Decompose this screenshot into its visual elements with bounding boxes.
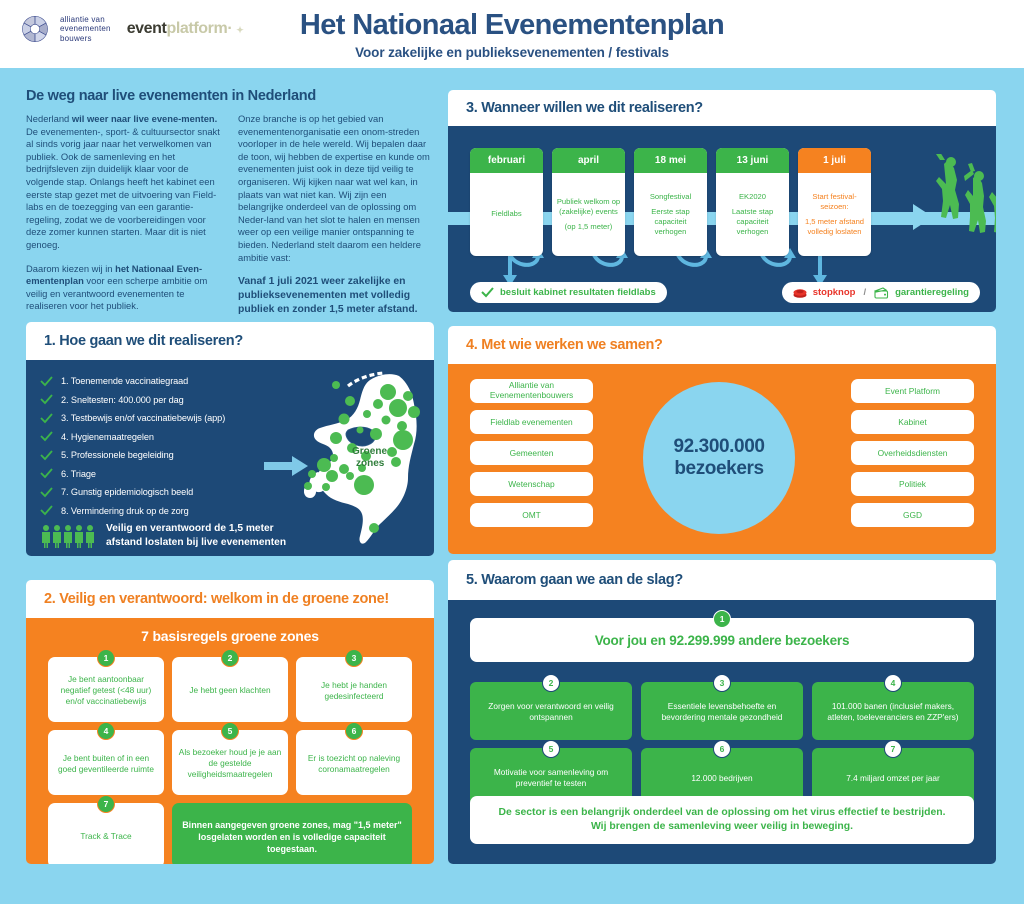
partner-pill[interactable]: Overheidsdiensten (851, 441, 974, 465)
reason-card[interactable] (470, 677, 632, 740)
rule-card[interactable] (172, 725, 288, 795)
measure-label: 5. Professionele begeleiding (61, 450, 174, 461)
measure-label: 3. Testbewijs en/of vaccinatiebewijs (app) (61, 413, 226, 424)
check-icon (40, 430, 53, 443)
intro-p2-bold: het Nationaal Even-ementenplan (26, 262, 203, 287)
intro-paragraph-3: Onze branche is op het gebied van evenementenorganisatie een onom-streden voorloper in de hele wereld. Wij bepalen daar de toon, wij hebben de expertise en kunde om evenementen juist ook in deze tijd veilig te organiseren. Wij kijken naar wat wel kan, in plaats van wat niet kan. Wij zijn een belangrijke onderdeel van de oplossing om Neder-land van het slot te halen en mensen weer op een veilige manier ontspanning te bieden. Nederland stelt daarom een heldere ambitie vast: (238, 113, 430, 263)
partner-pill[interactable]: Wetenschap (470, 472, 593, 496)
group-of-people-icon (40, 524, 96, 548)
banner-number: 1 (713, 610, 731, 628)
section-3-title: 3. Wanneer willen we dit realiseren? (448, 90, 996, 126)
intro-column-left (26, 113, 222, 328)
timeline-card-line: Fieldlabs (491, 209, 522, 219)
reason-number: 5 (542, 740, 560, 758)
timeline-card[interactable] (634, 148, 707, 256)
reason-text: 12.000 bedrijven (691, 772, 753, 783)
rule-text: Track & Trace (80, 831, 132, 841)
rule-card[interactable] (48, 798, 164, 864)
closing-statement (470, 796, 974, 844)
rule-text: Er is toezicht op naleving coronamaatregelen (307, 752, 401, 774)
section-2-title: 2. Veilig en verantwoord: welkom in de groene zone! (26, 580, 434, 618)
timeline-card-body (634, 173, 707, 256)
timeline-forward-arrow-icon (873, 204, 933, 230)
badge-garantieregeling-label: garantieregeling (895, 287, 969, 298)
reason-number: 3 (713, 674, 731, 692)
timeline-card[interactable] (552, 148, 625, 256)
page-subtitle: Voor zakelijke en publieksevenementen / festivals (355, 45, 669, 60)
intro-p2-rest: voor een scherpe ambitie om veilig en verantwoord evenementen te realiseren voor het publiek. (26, 275, 208, 312)
timeline-card-month: februari (470, 148, 543, 173)
badge-stopknop-garantie[interactable] (782, 282, 980, 303)
section-3-body (448, 126, 996, 312)
reason-card[interactable] (812, 677, 974, 740)
intro-heading: De weg naar live evenementen in Nederland (26, 88, 316, 104)
intro-p1-bold: wil weer naar live evene-menten. (71, 113, 218, 124)
rule-card[interactable] (172, 652, 288, 722)
measure-label: 8. Vermindering druk op de zorg (61, 505, 189, 516)
rule-card[interactable] (296, 652, 412, 722)
reason-text: 7.4 miljard omzet per jaar (846, 772, 940, 783)
partner-pill[interactable]: GGD (851, 503, 974, 527)
badge-label: besluit kabinet resultaten fieldlabs (500, 287, 656, 298)
timeline-card-month: 18 mei (634, 148, 707, 173)
timeline-card-line: Publiek welkom op (zakelijke) events (556, 196, 621, 216)
check-icon (40, 393, 53, 406)
reason-number: 6 (713, 740, 731, 758)
measure-label: 1. Toenemende vaccinatiegraad (61, 376, 189, 387)
footer-line-1: Veilig en verantwoord de 1,5 meter (106, 523, 274, 534)
intro-p1-rest: De evenementen-, sport- & cultuursector snakt al sinds vorig jaar naar het verwelkomen van publiek. Ook de samenleving en het bedrijfsleven zijn duidelijk klaar voor de volgende stap. Onlangs heeft het kabinet een eerste stap gezet met de uitvoering van Field-labs en de toezegging van een garantie-regeling, zodat we de voorbereidingen voor deze zomer kunnen starten. Maar dit is niet genoeg. (26, 125, 220, 250)
timeline-card-month: 13 juni (716, 148, 789, 173)
reason-number: 4 (884, 674, 902, 692)
partner-pill[interactable]: Event Platform (851, 379, 974, 403)
rule-card[interactable] (296, 725, 412, 795)
check-icon (481, 287, 494, 298)
section-1-title: 1. Hoe gaan we dit realiseren? (26, 322, 434, 360)
measure-label: 6. Triage (61, 468, 96, 479)
reason-number: 7 (884, 740, 902, 758)
timeline-card-month: 1 juli (798, 148, 871, 173)
timeline-card-body (552, 173, 625, 256)
section-5-body (448, 600, 996, 864)
check-icon (40, 504, 53, 517)
netherlands-map (304, 368, 428, 548)
banner-text: Voor jou en 92.299.999 andere bezoekers (594, 632, 850, 648)
timeline-card[interactable] (716, 148, 789, 256)
badge-fieldlabs-decision[interactable] (470, 282, 667, 303)
section-2-body (26, 618, 434, 864)
measures-list (40, 372, 280, 520)
timeline-card-month: april (552, 148, 625, 173)
badge-stopknop-label: stopknop (812, 287, 856, 298)
section-2-subtitle: 7 basisregels groene zones (141, 628, 319, 644)
badge-separator: / (863, 287, 867, 298)
alliantie-line-2: evenementen (60, 24, 111, 34)
timeline-card-line: (op 1,5 meter) (564, 222, 613, 232)
section-4-partners (448, 326, 996, 554)
rule-number: 4 (97, 722, 115, 740)
timeline-card-line: Laatste stap capaciteit verhogen (731, 206, 774, 237)
rule-card[interactable] (48, 652, 164, 722)
rule-text: Je hebt geen klachten (189, 685, 271, 695)
timeline-card-body (798, 173, 871, 256)
map-label-line-1: Groene (352, 446, 388, 457)
section-1-footer (40, 522, 286, 549)
list-item (40, 502, 280, 521)
rule-text: Je bent buiten of in een goed geventileerde ruimte (58, 752, 154, 774)
timeline-card-line: Songfestival (649, 191, 692, 201)
netherlands-map-svg (304, 368, 428, 548)
reason-card[interactable] (641, 677, 803, 740)
section-3-timeline (448, 90, 996, 312)
intro-p2-lead: Daarom kiezen wij in (26, 262, 116, 274)
list-item (40, 391, 280, 410)
closing-line-2: Wij brengen de samenleving weer veilig in beweging. (590, 821, 854, 832)
partner-pill[interactable]: Kabinet (851, 410, 974, 434)
section-1-how (26, 322, 434, 556)
section-1-body (26, 360, 434, 556)
title-block (0, 8, 1024, 60)
section-1-footer-text (106, 522, 286, 549)
timeline-badge-row (470, 282, 980, 303)
check-icon (40, 375, 53, 388)
partner-column-right (851, 379, 974, 527)
visitors-circle (643, 382, 795, 534)
reasons-grid (470, 677, 974, 806)
section-2-green-zone (26, 580, 434, 864)
visitors-banner (470, 614, 974, 662)
rule-card[interactable] (48, 725, 164, 795)
dancing-people-illustration (930, 154, 996, 246)
alliantie-line-1: alliantie van (60, 14, 105, 24)
arrow-right-icon (264, 456, 308, 476)
partner-column-left (470, 379, 593, 527)
intro-ambition-statement: Vanaf 1 juli 2021 weer zakelijke en publieksevenementen met volledig publiek en zonder 1,5 meter afstand. (238, 276, 418, 316)
intro-p1-lead: Nederland (26, 113, 72, 124)
eventplatform-sparkle-icon: ✦ (236, 25, 244, 35)
rule-text: Je bent aantoonbaar negatief getest (<48 uur) en/of vaccinatiebewijs (60, 674, 152, 706)
reason-text: Motivatie voor samenleving om preventief te testen (493, 767, 609, 788)
intro-paragraph-1 (26, 113, 222, 252)
rules-grid (48, 652, 412, 864)
section-5-title: 5. Waarom gaan we aan de slag? (448, 560, 996, 600)
partner-pill[interactable]: Politiek (851, 472, 974, 496)
stop-button-icon (793, 287, 807, 298)
reason-text: 101.000 banen (inclusief makers, atleten, toeleveranciers en ZZP'ers) (827, 701, 959, 722)
timeline-card-line: 1,5 meter afstand volledig loslaten (804, 217, 865, 237)
partner-pill[interactable]: Gemeenten (470, 441, 593, 465)
intro-paragraph-2 (26, 263, 222, 313)
timeline-card-line: Start festival-seizoen: (812, 191, 857, 211)
rule-number: 3 (345, 649, 363, 667)
reason-number: 2 (542, 674, 560, 692)
list-item (40, 483, 280, 502)
timeline-card-body (470, 173, 543, 256)
reason-text: Essentiele levensbehoefte en bevordering mentale gezondheid (661, 701, 783, 722)
section-4-body (448, 364, 996, 554)
partner-pill[interactable]: OMT (470, 503, 593, 527)
section-4-title: 4. Met wie werken we samen? (448, 326, 996, 364)
list-item (40, 372, 280, 391)
partner-pill[interactable]: Alliantie van Evenementenbouwers (470, 379, 593, 403)
rule-text: Als bezoeker houd je je aan de gestelde veiligheidsmaatregelen (178, 747, 282, 779)
list-item (40, 446, 280, 465)
measure-label: 7. Gunstig epidemiologisch beeld (61, 487, 194, 498)
page-header (0, 0, 1024, 68)
check-icon (40, 486, 53, 499)
green-zone-note-text: Binnen aangegeven groene zones, mag "1,5 meter" losgelaten worden en is volledige capaciteit toegestaan. (182, 819, 402, 854)
reason-text: Zorgen voor verantwoord en veilig ontspannen (488, 701, 614, 722)
wallet-icon (874, 287, 889, 299)
rule-number: 2 (221, 649, 239, 667)
list-item (40, 465, 280, 484)
rule-number: 5 (221, 722, 239, 740)
green-zone-note (172, 803, 412, 864)
rule-text: Je hebt je handen gedesinfecteerd (321, 679, 387, 701)
check-icon (40, 467, 53, 480)
eventplatform-dot: · (227, 20, 233, 37)
timeline-card-line: Eerste stap capaciteit verhogen (651, 206, 690, 237)
page-title: Het Nationaal Evenementenplan (299, 9, 725, 41)
rule-number: 7 (97, 795, 115, 813)
timeline-card-list (470, 148, 871, 256)
timeline-card[interactable] (470, 148, 543, 256)
map-label-line-2: zones (356, 458, 385, 469)
intro-column-right (238, 113, 434, 328)
eventplatform-part-1: event (126, 20, 167, 37)
measure-label: 4. Hygienemaatregelen (61, 431, 154, 442)
list-item (40, 428, 280, 447)
list-item (40, 409, 280, 428)
partner-pill[interactable]: Fieldlab evenementen (470, 410, 593, 434)
timeline-card-line: EK2020 (738, 191, 767, 201)
closing-line-1: De sector is een belangrijk onderdeel van de oplossing om het virus effectief te bestrijden. (498, 807, 946, 818)
rule-number: 6 (345, 722, 363, 740)
intro-block (26, 88, 434, 316)
check-icon (40, 412, 53, 425)
measure-label: 2. Sneltesten: 400.000 per dag (61, 394, 184, 405)
visitors-number: 92.300.000 (673, 436, 765, 457)
section-5-why (448, 560, 996, 864)
rule-number: 1 (97, 649, 115, 667)
footer-line-2: afstand loslaten bij live evenementen (106, 536, 287, 548)
visitors-label: bezoekers (674, 458, 764, 479)
alliantie-line-3: bouwers (60, 33, 92, 43)
timeline-card[interactable] (798, 148, 871, 256)
check-icon (40, 449, 53, 462)
eventplatform-part-2: platform (166, 20, 228, 37)
timeline-card-body (716, 173, 789, 256)
